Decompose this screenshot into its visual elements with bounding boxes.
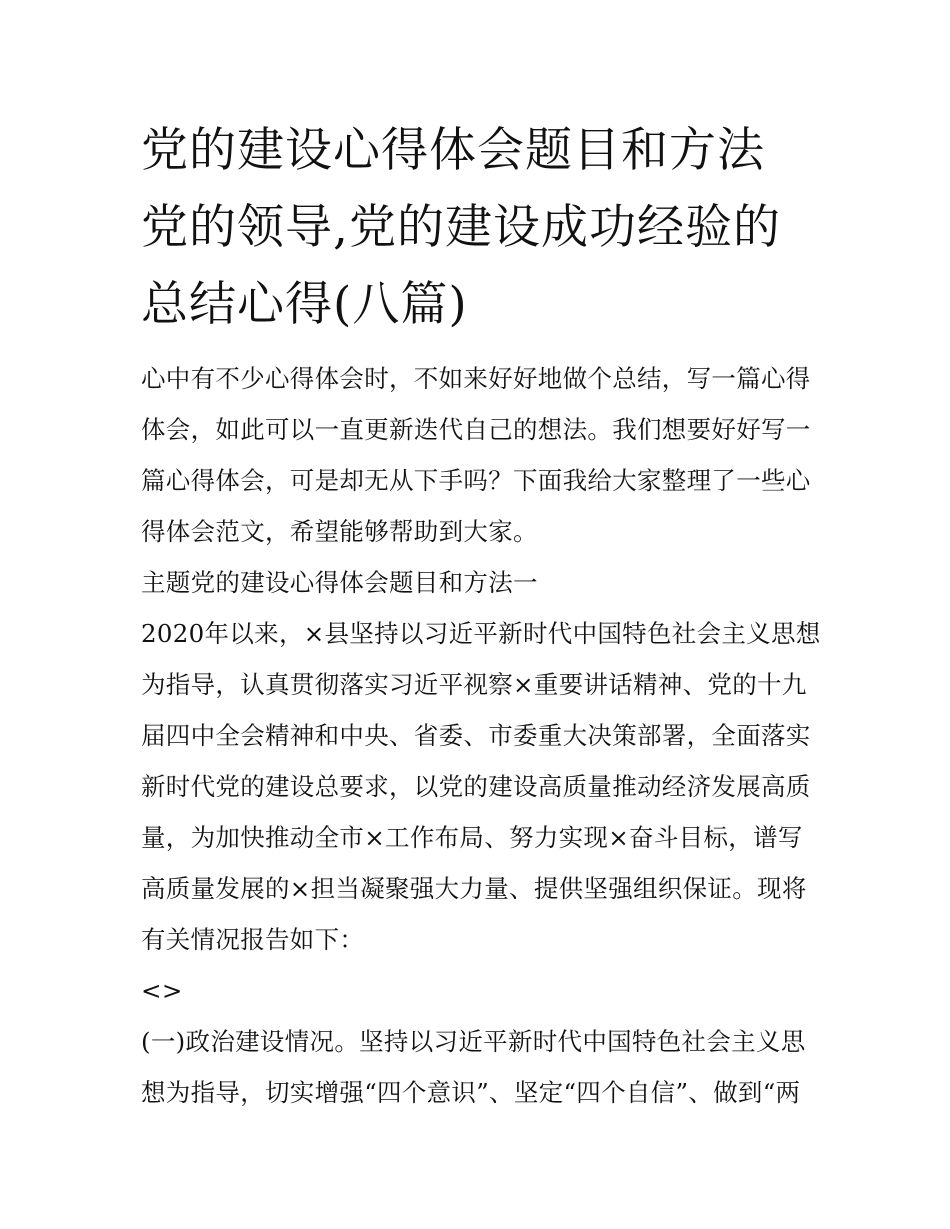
document-title [141, 112, 816, 343]
text-line: 篇心得体会，可是却无从下手吗？下面我给大家整理了一些心 [141, 466, 811, 495]
text-line: 量，为加快推动全市×工作布局、努力实现×奋斗目标，谱写 [141, 823, 803, 852]
text-line: 新时代党的建设总要求，以党的建设高质量推动经济发展高质 [141, 772, 811, 801]
text-line: (一)政治建设情况。坚持以习近平新时代中国特色社会主义思 [141, 1027, 806, 1056]
text-line: 想为指导，切实增强“四个意识”、坚定“四个自信”、做到“两 [141, 1078, 801, 1107]
text-line: 届四中全会精神和中央、省委、市委重大决策部署，全面落实 [141, 721, 811, 750]
text-line: 主题党的建设心得体会题目和方法一 [141, 568, 538, 597]
text-line: 心中有不少心得体会时，不如来好好地做个总结，写一篇心得 [141, 364, 811, 393]
text-line: 体会，如此可以一直更新迭代自己的想法。我们想要好好写一 [141, 415, 811, 444]
text-line: 2020年以来，×县坚持以习近平新时代中国特色社会主义思想 [141, 619, 821, 648]
title-line: 党的领导,党的建设成功经验的 [141, 200, 781, 255]
title-line: 总结心得(八篇) [141, 277, 468, 332]
text-line: 为指导，认真贯彻落实习近平视察×重要讲话精神、党的十九 [141, 670, 807, 699]
intro-paragraph [141, 353, 816, 557]
document-body [141, 353, 821, 1118]
political-construction-paragraph [141, 1016, 816, 1118]
section-heading [141, 557, 816, 608]
document-page [141, 112, 821, 1118]
placeholder-paragraph [141, 965, 816, 1016]
text-line: <> [141, 976, 183, 1005]
report-paragraph [141, 608, 821, 965]
title-line: 党的建设心得体会题目和方法 [141, 123, 765, 178]
text-line: 有关情况报告如下： [141, 925, 365, 954]
text-line: 高质量发展的×担当凝聚强大力量、提供坚强组织保证。现将 [141, 874, 807, 903]
text-line: 得体会范文，希望能够帮助到大家。 [141, 517, 538, 546]
